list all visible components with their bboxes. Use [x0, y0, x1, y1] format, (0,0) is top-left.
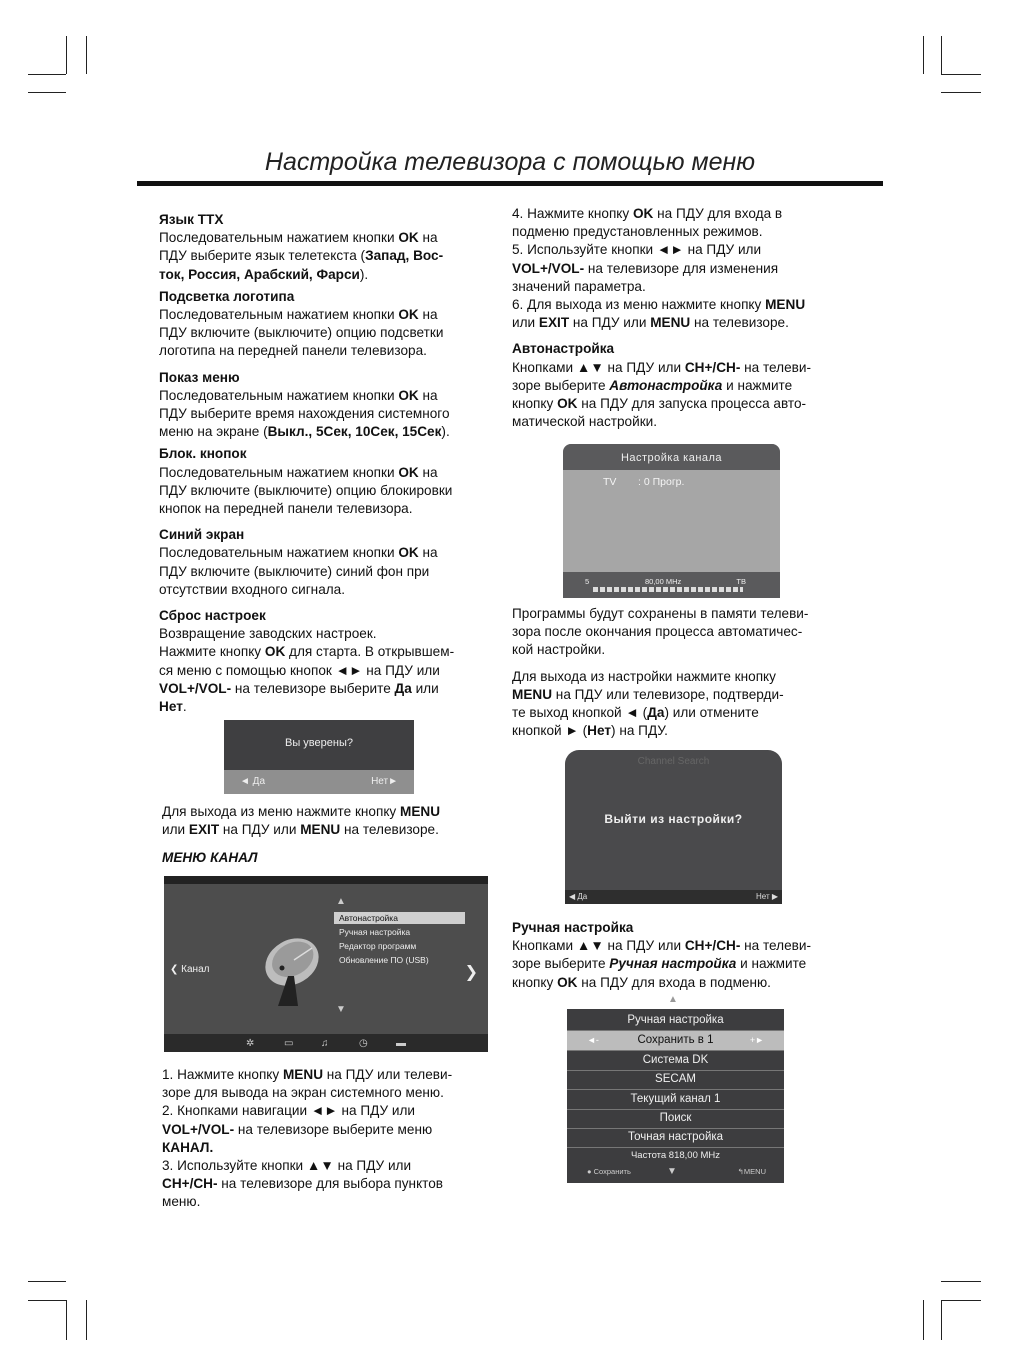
- paragraph: VOL+/VOL- на телевизоре для изменения: [512, 260, 779, 276]
- paragraph: значений параметра.: [512, 278, 646, 294]
- menu-hint: ↰MENU: [737, 1167, 766, 1176]
- manual-row-current[interactable]: Текущий канал 1: [567, 1090, 784, 1110]
- tuning-header: Настройка канала: [563, 444, 780, 470]
- crop-mark: [941, 1300, 942, 1340]
- paragraph: или EXIT на ПДУ или MENU на телевизоре.: [512, 315, 789, 331]
- paragraph: кнопку OK на ПДУ для входа в подменю.: [512, 974, 771, 990]
- settings-icon[interactable]: ✲: [246, 1038, 255, 1049]
- paragraph: Последовательным нажатием кнопки OK на: [159, 230, 438, 246]
- channel-menu-screen: [164, 876, 488, 1052]
- paragraph: Кнопками ▲▼ на ПДУ или CH+/CH- на телеви-: [512, 359, 811, 375]
- crop-mark: [941, 1300, 981, 1301]
- paragraph: MENU на ПДУ или телевизоре, подтверди-: [512, 686, 784, 702]
- paragraph: матической настройки.: [512, 414, 658, 430]
- paragraph: CH+/CH- на телевизоре для выбора пунктов: [162, 1176, 444, 1192]
- manual-row-system[interactable]: Система DK: [567, 1051, 784, 1071]
- lock-icon[interactable]: ▬: [396, 1038, 406, 1049]
- manual-row-save[interactable]: [567, 1031, 784, 1051]
- paragraph: ток, Россия, Арабский, Фарси).: [159, 266, 369, 282]
- paragraph: VOL+/VOL- на телевизоре выберите Да или: [159, 680, 439, 696]
- down-arrow-icon: ▼: [336, 1004, 346, 1015]
- crop-mark: [66, 36, 67, 74]
- heading-blue: Синий экран: [159, 527, 245, 543]
- menu-item-update[interactable]: Обновление ПО (USB): [339, 955, 429, 965]
- save-hint: ● Сохранить: [587, 1167, 631, 1176]
- crop-mark: [941, 92, 981, 93]
- paragraph: ПДУ включите (выключите) синий фон при: [159, 563, 430, 579]
- paragraph: ПДУ выберите язык телетекста (Запад, Вос-: [159, 248, 444, 264]
- paragraph: зоре выберите Автонастройка и нажмите: [512, 377, 793, 393]
- decrease-icon[interactable]: ◄-: [587, 1035, 599, 1045]
- paragraph: подменю предустановленных режимов.: [512, 224, 763, 240]
- paragraph: 5. Используйте кнопки ◄► на ПДУ или: [512, 242, 762, 258]
- paragraph: Нажмите кнопку OK для старта. В открывшем-: [159, 644, 455, 660]
- paragraph: Кнопками ▲▼ на ПДУ или CH+/CH- на телеви-: [512, 938, 811, 954]
- increase-icon[interactable]: +►: [749, 1035, 764, 1045]
- manual-tuning-screen: [567, 1009, 784, 1183]
- yes-button[interactable]: ◀ Да: [569, 892, 588, 901]
- screen-icon[interactable]: ▭: [284, 1038, 294, 1049]
- crop-mark: [86, 1300, 87, 1340]
- channel-tab-label[interactable]: ❮ Канал: [170, 964, 210, 975]
- tuning-frequency: 80,00 MHz: [645, 577, 682, 586]
- paragraph: ся меню с помощью кнопок ◄► на ПДУ или: [159, 662, 440, 678]
- paragraph: 1. Нажмите кнопку MENU на ПДУ или телеви-: [162, 1067, 453, 1082]
- menu-item-auto[interactable]: Автонастройка: [334, 912, 465, 924]
- confirm-dialog: [224, 720, 414, 794]
- paragraph: 2. Кнопками навигации ◄► на ПДУ или: [162, 1103, 416, 1119]
- paragraph: VOL+/VOL- на телевизоре выберите меню: [162, 1121, 433, 1137]
- left-column: [159, 205, 499, 716]
- no-button[interactable]: Нет►: [371, 776, 398, 787]
- manual-header: Ручная настройка: [567, 1011, 784, 1031]
- crop-mark: [86, 36, 87, 74]
- paragraph: Последовательным нажатием кнопки OK на: [159, 545, 438, 561]
- right-column-mid: [512, 605, 857, 740]
- paragraph: ПДУ выберите время нахождения системного: [159, 406, 450, 422]
- crop-mark: [28, 74, 66, 75]
- crop-mark: [66, 1300, 67, 1340]
- right-column: [512, 205, 857, 431]
- heading-logo: Подсветка логотипа: [159, 288, 295, 304]
- paragraph: или EXIT на ПДУ или MENU на телевизоре.: [162, 822, 439, 838]
- heading-ttx: Язык ТТХ: [159, 212, 224, 227]
- paragraph: Программы будут сохранены в памяти телеви-: [512, 606, 809, 621]
- manual-row-search[interactable]: Поиск: [567, 1109, 784, 1129]
- heading-reset: Сброс настроек: [159, 608, 266, 624]
- heading-channel-menu: МЕНЮ КАНАЛ: [162, 850, 258, 866]
- tuning-footer: [563, 572, 780, 598]
- paragraph: Для выхода из настройки нажмите кнопку: [512, 668, 776, 684]
- paragraph: 3. Используйте кнопки ▲▼ на ПДУ или: [162, 1158, 412, 1174]
- crop-mark: [28, 1281, 66, 1282]
- paragraph: кнопку OK на ПДУ для запуска процесса авто-: [512, 396, 807, 412]
- up-arrow-icon: ▲: [668, 994, 678, 1005]
- tv-value: : 0 Прогр.: [638, 476, 685, 488]
- ghost-title: Channel Search: [637, 756, 710, 767]
- paragraph: ПДУ включите (выключите) опцию подсветки: [159, 325, 444, 341]
- yes-button[interactable]: ◄ Да: [240, 776, 266, 787]
- no-button[interactable]: Нет ▶: [756, 892, 778, 901]
- heading-show-menu: Показ меню: [159, 369, 240, 385]
- heading-lock: Блок. кнопок: [159, 446, 247, 462]
- paragraph: Последовательным нажатием кнопки OK на: [159, 307, 438, 323]
- page-title: Настройка телевизора с помощью меню: [264, 148, 756, 176]
- paragraph: зора после окончания процесса автоматичес-: [512, 624, 803, 640]
- heading-manual: Ручная настройка: [512, 920, 634, 935]
- paragraph: 4. Нажмите кнопку OK на ПДУ для входа в: [512, 206, 783, 221]
- confirm-question: Вы уверены?: [285, 737, 353, 749]
- music-icon[interactable]: ♫: [321, 1038, 329, 1049]
- paragraph: КАНАЛ.: [162, 1139, 214, 1155]
- tuning-band: ТВ: [736, 577, 746, 586]
- manual-row-fine[interactable]: Точная настройка: [567, 1128, 784, 1148]
- menu-item-manual[interactable]: Ручная настройка: [339, 927, 411, 937]
- crop-mark: [941, 1281, 981, 1282]
- exit-bar: [565, 890, 782, 904]
- paragraph: Последовательным нажатием кнопки OK на: [159, 464, 438, 480]
- paragraph: зоре выберите Ручная настройка и нажмите: [512, 956, 807, 972]
- left-column-lower: [162, 803, 502, 868]
- crop-mark: [923, 1300, 924, 1340]
- paragraph: отсутствии входного сигнала.: [159, 581, 346, 597]
- right-column-lower: [512, 913, 857, 992]
- paragraph: кнопок на передней панели телевизора.: [159, 501, 413, 517]
- paragraph: Нет.: [159, 699, 187, 715]
- paragraph: Возвращение заводских настроек.: [159, 626, 377, 642]
- crop-mark: [28, 1300, 66, 1301]
- right-arrow-icon[interactable]: ❯: [464, 964, 478, 981]
- manual-row-secam[interactable]: SECAM: [567, 1070, 784, 1090]
- tuning-screen: [563, 444, 780, 598]
- exit-dialog: [565, 750, 782, 904]
- crop-mark: [941, 36, 942, 74]
- clock-icon[interactable]: ◷: [359, 1038, 368, 1049]
- heading-auto: Автонастройка: [512, 341, 615, 357]
- left-column-steps: [162, 1066, 502, 1212]
- up-arrow-icon: ▲: [336, 896, 346, 907]
- paragraph: зоре для вывода на экран системного меню.: [162, 1085, 444, 1101]
- paragraph: ПДУ включите (выключите) опцию блокировки: [159, 482, 453, 498]
- exit-question: Выйти из настройки?: [604, 812, 743, 826]
- paragraph: меню.: [162, 1194, 201, 1210]
- paragraph: 6. Для выхода из меню нажмите кнопку MENU: [512, 297, 806, 313]
- paragraph: логотипа на передней панели телевизора.: [159, 343, 427, 359]
- paragraph: кнопкой ► (Нет) на ПДУ.: [512, 723, 668, 739]
- manual-frequency: Частота 818,00 MHz: [630, 1150, 721, 1161]
- crop-mark: [941, 74, 981, 75]
- paragraph: кой настройки.: [512, 642, 606, 658]
- paragraph: Для выхода из меню нажмите кнопку MENU: [162, 804, 441, 819]
- satellite-dish-icon: [260, 930, 330, 1010]
- title-rule: [137, 181, 883, 186]
- menu-item-editor[interactable]: Редактор программ: [339, 941, 417, 951]
- confirm-bar: [224, 770, 414, 794]
- tv-label: TV: [603, 476, 617, 488]
- crop-mark: [28, 92, 66, 93]
- paragraph: те выход кнопкой ◄ (Да) или отмените: [512, 705, 759, 721]
- paragraph: меню на экране (Выкл., 5Сек, 10Сек, 15Сек).: [159, 424, 450, 440]
- paragraph: Последовательным нажатием кнопки OK на: [159, 387, 438, 403]
- down-arrow-icon: ▼: [667, 1166, 677, 1177]
- crop-mark: [923, 36, 924, 74]
- manual-row-save-label: Сохранить в 1: [637, 1034, 714, 1046]
- tuning-number: 5: [585, 577, 590, 586]
- progress-bar: [593, 587, 743, 592]
